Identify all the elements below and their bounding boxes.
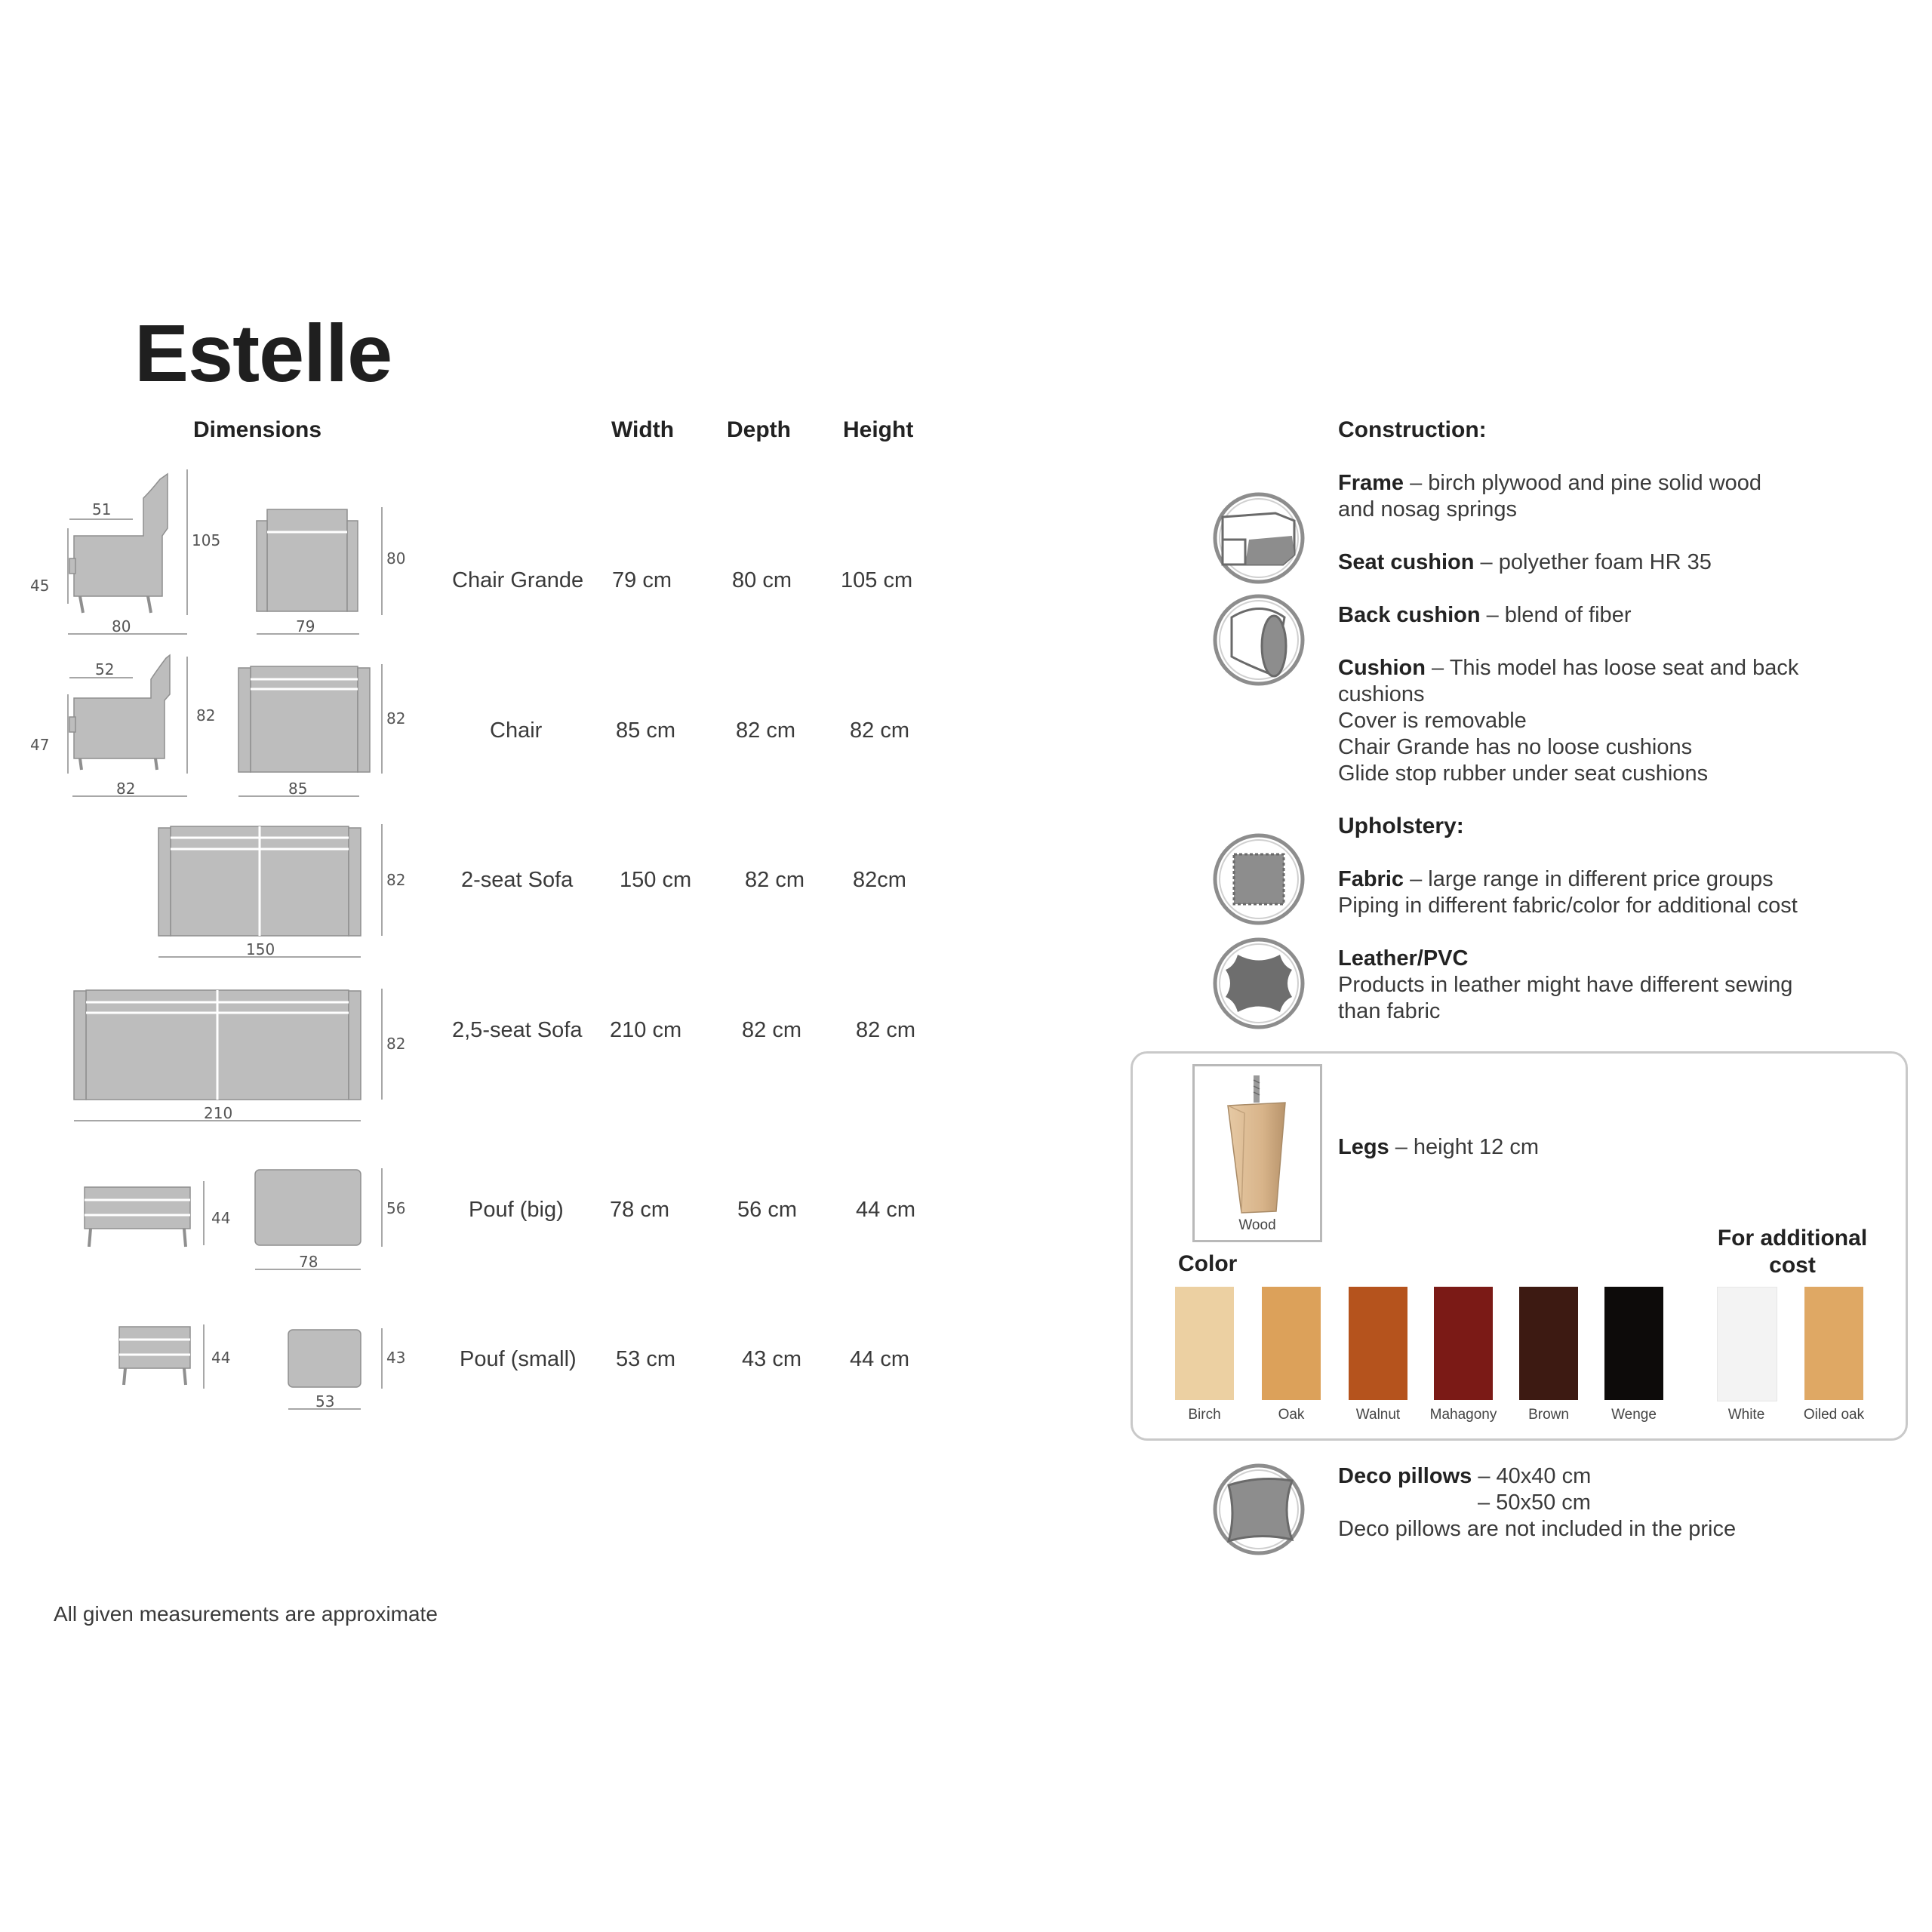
row-depth: 82 cm — [745, 868, 804, 892]
swatch-birch[interactable] — [1175, 1287, 1234, 1400]
fabric-desc: – large range in different price groups — [1404, 867, 1774, 891]
dim-number: 210 — [204, 1104, 233, 1122]
dim-number: 44 — [211, 1209, 231, 1227]
leg-caption: Wood — [1238, 1217, 1276, 1233]
swatch-label: Brown — [1528, 1407, 1569, 1423]
swatch-label: Oak — [1278, 1407, 1305, 1423]
fabric-icon — [1215, 835, 1303, 923]
row-height: 82 cm — [850, 718, 909, 743]
dim-number: 47 — [30, 736, 50, 754]
deco-text — [1338, 1463, 1736, 1543]
row-height: 44 cm — [850, 1347, 909, 1371]
leather-label: Leather/PVC — [1338, 946, 1469, 971]
deco-desc: – 40x40 cm — [1472, 1464, 1592, 1488]
deco-desc-3: Deco pillows are not included in the price — [1338, 1517, 1737, 1541]
cushion-desc: – This model has loose seat and back — [1426, 656, 1799, 680]
row-name: 2-seat Sofa — [461, 868, 574, 892]
dim-number: 44 — [211, 1349, 231, 1367]
leather-icon — [1215, 940, 1303, 1027]
row-depth: 82 cm — [742, 1018, 801, 1042]
page-title: Estelle — [134, 307, 392, 398]
pillow-icon — [1215, 1466, 1303, 1553]
row-depth: 43 cm — [742, 1347, 801, 1371]
cushion-desc-2: cushions — [1338, 682, 1425, 706]
swatch-label: Walnut — [1355, 1407, 1401, 1423]
legs-label: Legs — [1338, 1135, 1389, 1159]
swatch-oiled-oak[interactable] — [1804, 1287, 1863, 1400]
dim-number: 53 — [315, 1392, 335, 1411]
dim-number: 85 — [288, 780, 308, 798]
seat-label: Seat cushion — [1338, 550, 1475, 574]
row-height: 105 cm — [841, 568, 913, 592]
cushion-icon — [1215, 596, 1303, 684]
construction-heading: Construction: — [1338, 417, 1487, 442]
header-width: Width — [611, 417, 675, 442]
wooden-leg-icon — [1195, 1066, 1320, 1240]
chair-side-shape — [74, 655, 170, 758]
header-height: Height — [843, 417, 914, 442]
dim-number: 56 — [386, 1199, 406, 1217]
cushion-label: Cushion — [1338, 656, 1426, 680]
dim-number: 45 — [30, 577, 50, 595]
cushion-desc-3: Cover is removable — [1338, 709, 1527, 733]
additional-cost-heading — [1706, 1225, 1879, 1279]
cushion-desc-4: Chair Grande has no loose cushions — [1338, 735, 1693, 759]
dim-number: 43 — [386, 1349, 406, 1367]
leg-image-frame — [1192, 1064, 1322, 1242]
fabric-text — [1338, 866, 1798, 919]
header-depth: Depth — [727, 417, 791, 442]
row-name: Pouf (big) — [469, 1198, 564, 1222]
upholstery-heading: Upholstery: — [1338, 814, 1464, 838]
swatch-brown[interactable] — [1519, 1287, 1578, 1400]
deco-label: Deco pillows — [1338, 1464, 1472, 1488]
dim-number: 82 — [386, 871, 406, 889]
row-width: 150 cm — [620, 868, 692, 892]
row-height: 82 cm — [856, 1018, 915, 1042]
row-width: 78 cm — [610, 1198, 669, 1222]
frame-text — [1338, 470, 1761, 523]
footnote: All given measurements are approximate — [54, 1602, 438, 1626]
chair-grande-side-shape — [74, 474, 168, 596]
dim-number: 52 — [95, 660, 115, 678]
frame-label: Frame — [1338, 471, 1404, 495]
legs-desc: – height 12 cm — [1389, 1135, 1539, 1159]
fabric-desc-2: Piping in different fabric/color for additional cost — [1338, 894, 1798, 918]
swatch-wenge[interactable] — [1604, 1287, 1663, 1400]
dim-number: 82 — [116, 780, 136, 798]
legs-text — [1338, 1134, 1539, 1161]
row-width: 85 cm — [616, 718, 675, 743]
swatch-oak[interactable] — [1262, 1287, 1321, 1400]
row-name: Chair Grande — [452, 568, 584, 592]
row-width: 79 cm — [612, 568, 672, 592]
dim-number: 80 — [112, 617, 131, 635]
row-width: 53 cm — [616, 1347, 675, 1371]
leather-desc-2: than fabric — [1338, 999, 1441, 1023]
back-label: Back cushion — [1338, 603, 1481, 627]
chair-grande-front-shape — [267, 509, 347, 611]
pouf-big-side-shape — [85, 1187, 190, 1229]
dim-number: 80 — [386, 549, 406, 568]
frame-icon — [1215, 494, 1303, 582]
row-depth: 56 cm — [737, 1198, 797, 1222]
chair-front-shape — [251, 666, 358, 772]
row-depth: 82 cm — [736, 718, 795, 743]
row-height: 82cm — [853, 868, 906, 892]
dim-number: 82 — [386, 709, 406, 728]
dim-number: 79 — [296, 617, 315, 635]
seat-text — [1338, 549, 1712, 576]
back-desc: – blend of fiber — [1480, 603, 1632, 627]
swatch-label: Birch — [1188, 1407, 1221, 1423]
back-text — [1338, 602, 1631, 629]
seat-desc: – polyether foam HR 35 — [1474, 550, 1712, 574]
swatch-label: Oiled oak — [1803, 1407, 1865, 1423]
dim-number: 82 — [386, 1035, 406, 1053]
row-name: Chair — [490, 718, 543, 743]
leather-text — [1338, 946, 1792, 1025]
row-height: 44 cm — [856, 1198, 915, 1222]
frame-desc-2: and nosag springs — [1338, 497, 1517, 521]
row-name: Pouf (small) — [460, 1347, 577, 1371]
frame-desc: – birch plywood and pine solid wood — [1404, 471, 1762, 495]
row-name: 2,5-seat Sofa — [452, 1018, 583, 1042]
pouf-small-top-shape — [288, 1330, 361, 1387]
fabric-label: Fabric — [1338, 867, 1404, 891]
cushion-text — [1338, 655, 1798, 787]
additional-cost-line-1: For additional — [1717, 1226, 1868, 1251]
row-depth: 80 cm — [732, 568, 792, 592]
dim-number: 105 — [192, 531, 221, 549]
leather-desc: Products in leather might have different sewing — [1338, 973, 1793, 997]
swatch-walnut[interactable] — [1349, 1287, 1407, 1400]
pouf-small-side-shape — [119, 1327, 190, 1368]
swatch-label: Mahagony — [1429, 1407, 1497, 1423]
swatch-mahagony[interactable] — [1434, 1287, 1493, 1400]
dim-number: 51 — [92, 500, 112, 518]
row-width: 210 cm — [610, 1018, 682, 1042]
deco-desc-2: – 50x50 cm — [1478, 1491, 1591, 1515]
color-heading: Color — [1178, 1251, 1238, 1276]
chair-grande-side-arm — [69, 558, 75, 574]
header-dimensions: Dimensions — [193, 417, 322, 442]
cushion-desc-5: Glide stop rubber under seat cushions — [1338, 761, 1709, 786]
dim-number: 150 — [246, 940, 275, 958]
pouf-big-top-shape — [255, 1170, 361, 1245]
additional-cost-line-2: cost — [1769, 1253, 1816, 1278]
swatch-label: White — [1727, 1407, 1765, 1423]
dim-number: 82 — [196, 706, 216, 724]
swatch-white[interactable] — [1717, 1287, 1777, 1401]
dim-number: 78 — [299, 1253, 318, 1271]
swatch-label: Wenge — [1611, 1407, 1657, 1423]
